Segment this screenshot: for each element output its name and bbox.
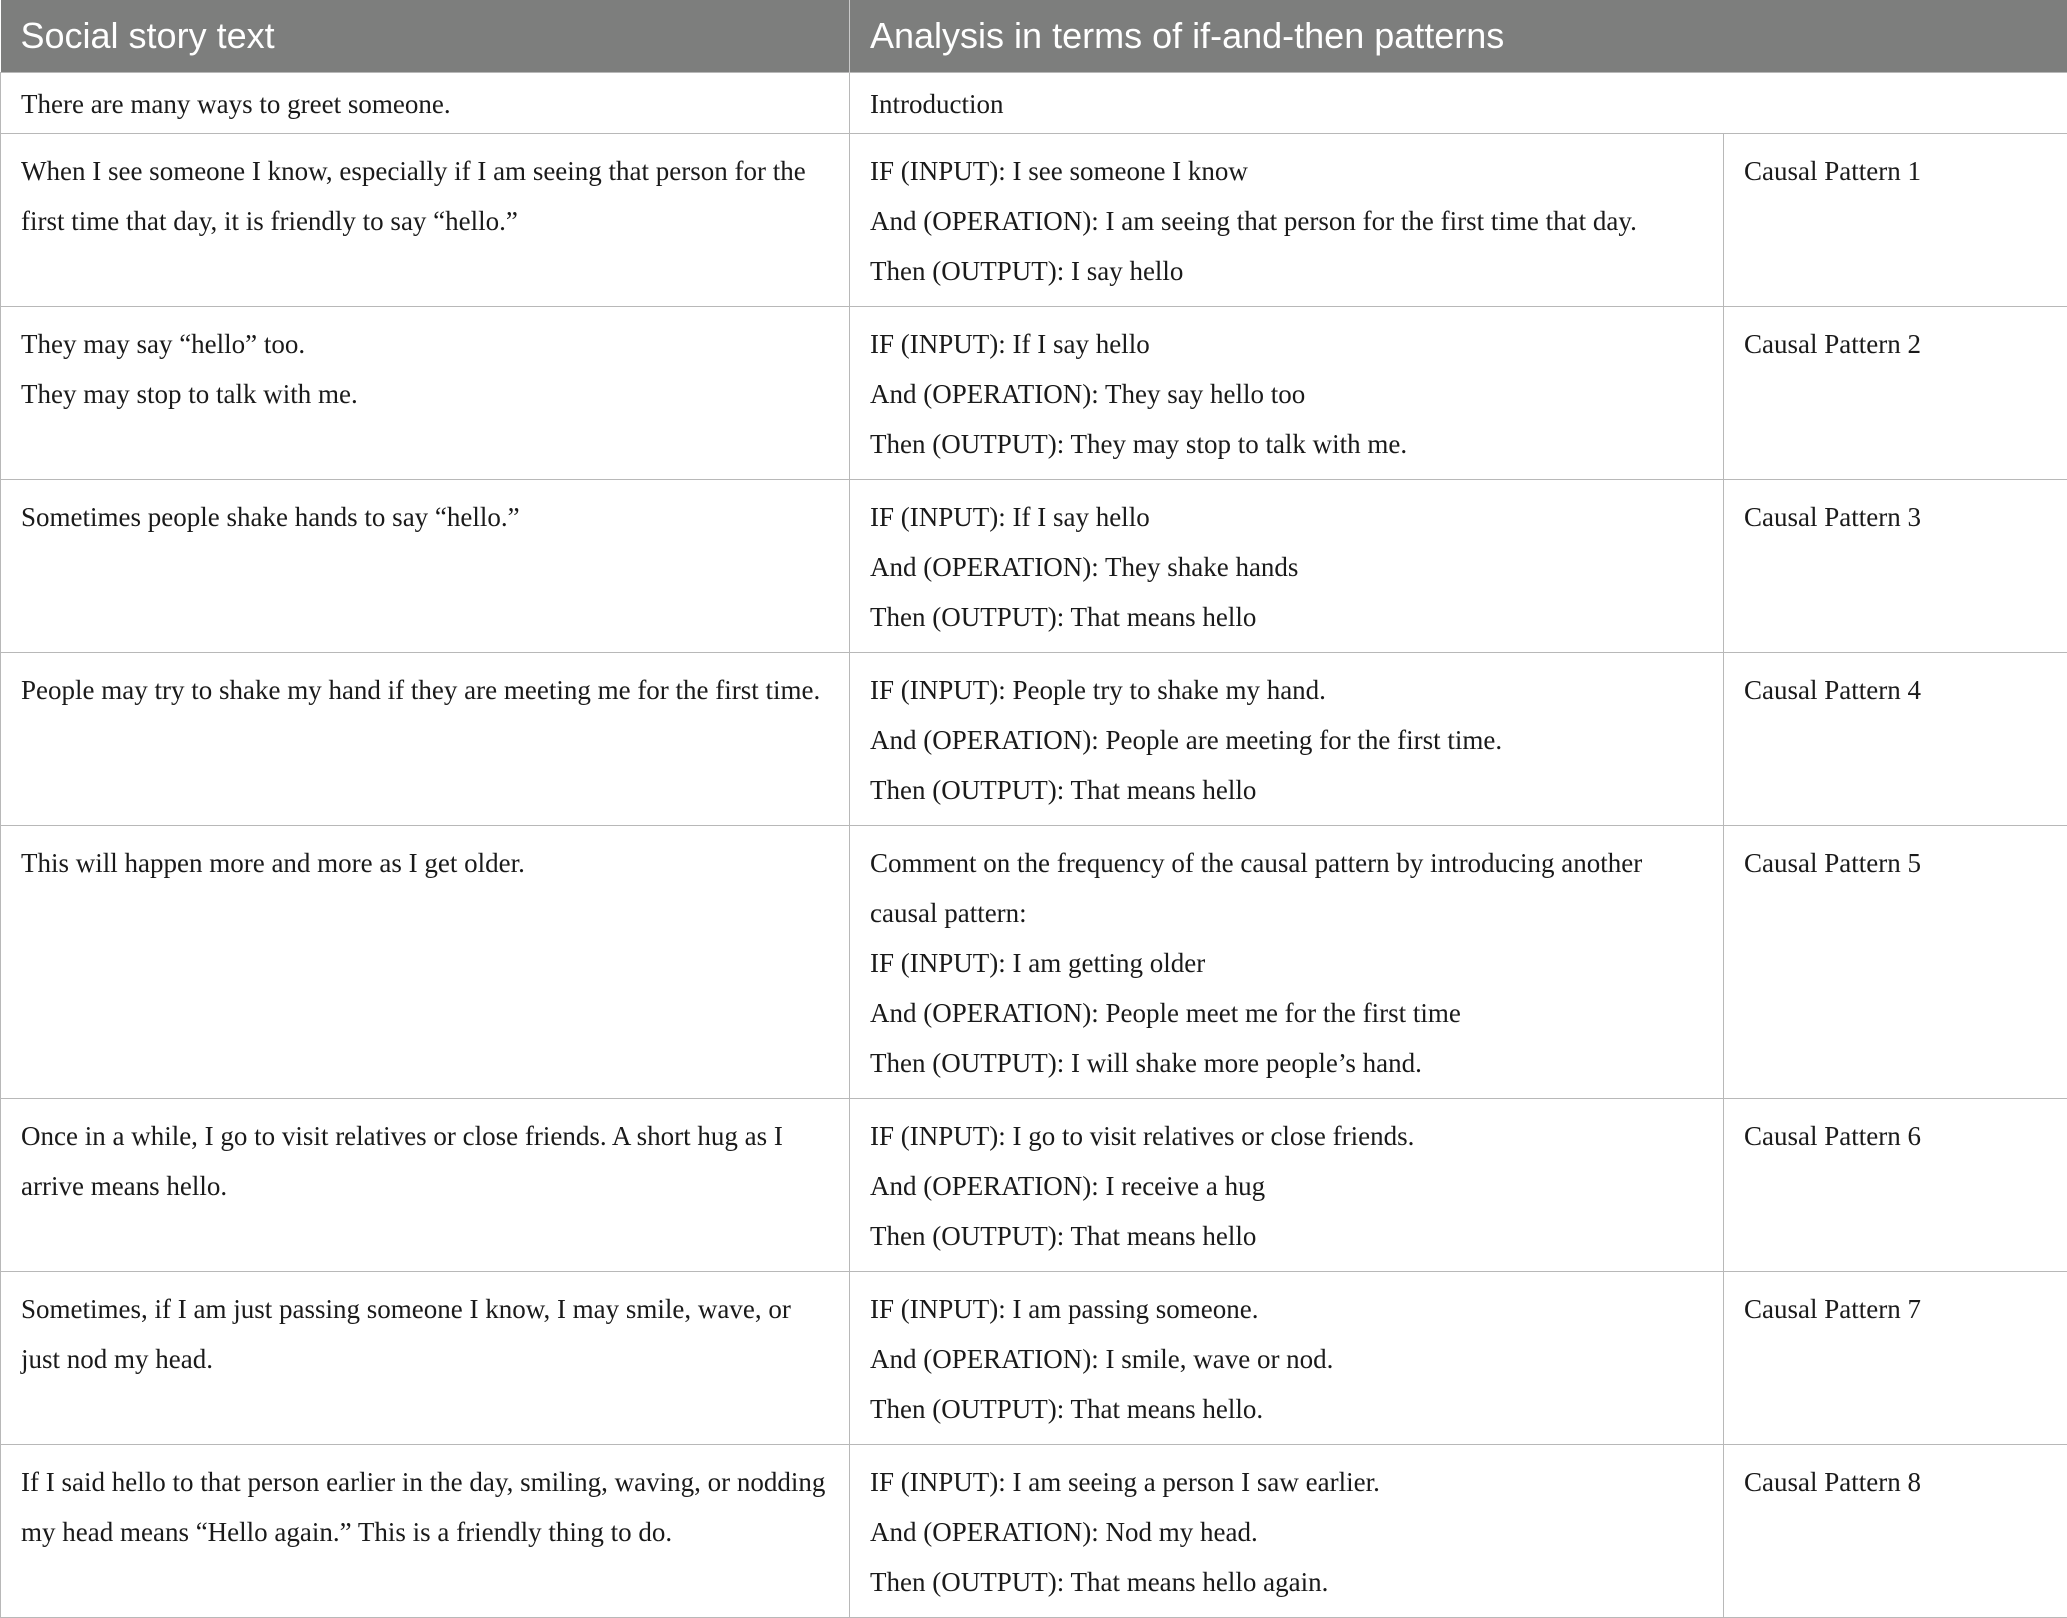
analysis-line: And (OPERATION): People meet me for the first time — [870, 988, 1703, 1038]
analysis-line: IF (INPUT): I go to visit relatives or close friends. — [870, 1111, 1703, 1161]
analysis-line: And (OPERATION): I receive a hug — [870, 1161, 1703, 1211]
analysis-cell — [850, 826, 1724, 1099]
header-row — [1, 0, 2067, 73]
header-social-story-text: Social story text — [1, 0, 850, 73]
intro-row — [1, 73, 2067, 134]
story-text: If I said hello to that person earlier in the day, smiling, waving, or nodding my head means “Hello again.” This is a friendly thing to do. — [21, 1457, 829, 1557]
story-cell — [1, 1272, 850, 1445]
analysis-cell — [850, 1272, 1724, 1445]
pattern-cell: Causal Pattern 5 — [1724, 826, 2067, 1099]
analysis-line: And (OPERATION): Nod my head. — [870, 1507, 1703, 1557]
story-cell — [1, 653, 850, 826]
pattern-cell: Causal Pattern 3 — [1724, 480, 2067, 653]
analysis-line: And (OPERATION): They say hello too — [870, 369, 1703, 419]
story-text: Once in a while, I go to visit relatives or close friends. A short hug as I arrive means hello. — [21, 1111, 829, 1211]
analysis-line: Then (OUTPUT): That means hello — [870, 765, 1703, 815]
analysis-line: IF (INPUT): I am passing someone. — [870, 1284, 1703, 1334]
pattern-cell: Causal Pattern 2 — [1724, 307, 2067, 480]
story-text: They may stop to talk with me. — [21, 369, 829, 419]
story-cell — [1, 307, 850, 480]
analysis-cell — [850, 653, 1724, 826]
analysis-line: Then (OUTPUT): That means hello. — [870, 1384, 1703, 1434]
table-row — [1, 1272, 2067, 1445]
table-row — [1, 653, 2067, 826]
story-text: When I see someone I know, especially if I am seeing that person for the first time that day, it is friendly to say “hello.” — [21, 146, 829, 246]
analysis-line: And (OPERATION): People are meeting for the first time. — [870, 715, 1703, 765]
analysis-cell — [850, 480, 1724, 653]
analysis-cell — [850, 1445, 1724, 1618]
story-text: Sometimes people shake hands to say “hello.” — [21, 492, 829, 542]
analysis-cell — [850, 134, 1724, 307]
table-row — [1, 480, 2067, 653]
header-analysis: Analysis in terms of if-and-then patterns — [850, 0, 2067, 73]
pattern-cell: Causal Pattern 1 — [1724, 134, 2067, 307]
analysis-line: Then (OUTPUT): That means hello — [870, 1211, 1703, 1261]
table-row — [1, 134, 2067, 307]
analysis-line: Comment on the frequency of the causal pattern by introducing another causal pattern: — [870, 838, 1703, 938]
story-text: Sometimes, if I am just passing someone I know, I may smile, wave, or just nod my head. — [21, 1284, 829, 1384]
analysis-line: Then (OUTPUT): I say hello — [870, 246, 1703, 296]
analysis-line: IF (INPUT): I am getting older — [870, 938, 1703, 988]
analysis-line: And (OPERATION): They shake hands — [870, 542, 1703, 592]
story-cell — [1, 134, 850, 307]
table-row — [1, 1445, 2067, 1618]
analysis-line: And (OPERATION): I am seeing that person for the first time that day. — [870, 196, 1703, 246]
story-cell — [1, 1445, 850, 1618]
story-cell — [1, 826, 850, 1099]
story-cell — [1, 1099, 850, 1272]
intro-story-cell: There are many ways to greet someone. — [1, 73, 850, 134]
pattern-cell: Causal Pattern 4 — [1724, 653, 2067, 826]
analysis-line: IF (INPUT): I am seeing a person I saw earlier. — [870, 1457, 1703, 1507]
analysis-line: And (OPERATION): I smile, wave or nod. — [870, 1334, 1703, 1384]
table-row — [1, 1099, 2067, 1272]
story-text: People may try to shake my hand if they are meeting me for the first time. — [21, 665, 829, 715]
story-text: They may say “hello” too. — [21, 319, 829, 369]
analysis-line: IF (INPUT): If I say hello — [870, 492, 1703, 542]
story-cell — [1, 480, 850, 653]
analysis-line: Then (OUTPUT): That means hello — [870, 592, 1703, 642]
table-row — [1, 307, 2067, 480]
intro-analysis-cell: Introduction — [850, 73, 2067, 134]
analysis-cell — [850, 1099, 1724, 1272]
story-text: This will happen more and more as I get older. — [21, 838, 829, 888]
analysis-line: IF (INPUT): If I say hello — [870, 319, 1703, 369]
analysis-line: Then (OUTPUT): They may stop to talk with me. — [870, 419, 1703, 469]
pattern-cell: Causal Pattern 6 — [1724, 1099, 2067, 1272]
pattern-cell: Causal Pattern 7 — [1724, 1272, 2067, 1445]
analysis-line: Then (OUTPUT): That means hello again. — [870, 1557, 1703, 1607]
analysis-line: Then (OUTPUT): I will shake more people’s hand. — [870, 1038, 1703, 1088]
table-row — [1, 826, 2067, 1099]
analysis-line: IF (INPUT): I see someone I know — [870, 146, 1703, 196]
pattern-cell: Causal Pattern 8 — [1724, 1445, 2067, 1618]
analysis-line: IF (INPUT): People try to shake my hand. — [870, 665, 1703, 715]
analysis-cell — [850, 307, 1724, 480]
